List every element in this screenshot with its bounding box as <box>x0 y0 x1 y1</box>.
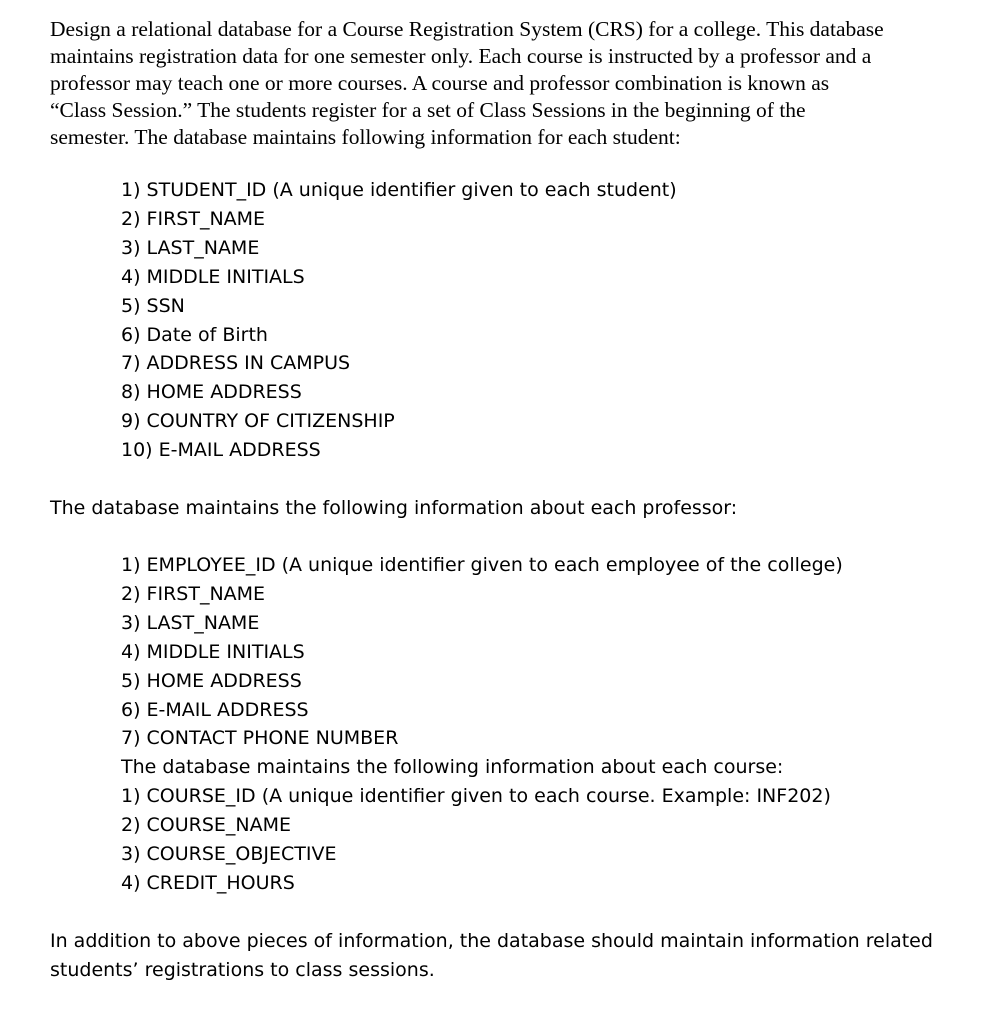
student-field-item: 7) ADDRESS IN CAMPUS <box>121 352 351 375</box>
intro-line: “Class Session.” The students register for a set of Class Sessions in the beginning of the <box>50 98 806 122</box>
professor-field-item: 4) MIDDLE INITIALS <box>121 640 305 663</box>
professor-field-item: 6) E-MAIL ADDRESS <box>121 698 309 721</box>
student-field-item: 9) COUNTRY OF CITIZENSHIP <box>121 410 395 433</box>
course-heading: The database maintains the following information about each course: <box>121 756 784 779</box>
professor-field-item: 1) EMPLOYEE_ID (A unique identifier given to each employee of the college) <box>121 553 843 576</box>
professor-field-item: 7) CONTACT PHONE NUMBER <box>121 727 399 750</box>
closing-line: students’ registrations to class sessions. <box>50 958 435 981</box>
course-field-item: 2) COURSE_NAME <box>121 814 292 837</box>
student-field-item: 5) SSN <box>121 294 185 317</box>
document-page <box>50 16 980 985</box>
student-fields-list <box>50 176 980 465</box>
student-field-item: 8) HOME ADDRESS <box>121 381 302 404</box>
course-field-item: 4) CREDIT_HOURS <box>121 871 295 894</box>
professor-heading: The database maintains the following information about each professor: <box>50 497 738 520</box>
student-field-item: 6) Date of Birth <box>121 323 268 346</box>
professor-field-item: 3) LAST_NAME <box>121 611 260 634</box>
intro-line: maintains registration data for one semester only. Each course is instructed by a professor and a <box>50 44 872 68</box>
closing-line: In addition to above pieces of information, the database should maintain information related <box>50 929 933 952</box>
professor-fields-list <box>50 551 980 753</box>
intro-line: Design a relational database for a Course Registration System (CRS) for a college. This database <box>50 17 884 41</box>
course-field-item: 1) COURSE_ID (A unique identifier given to each course. Example: INF202) <box>121 785 831 808</box>
intro-line: professor may teach one or more courses. A course and professor combination is known as <box>50 71 830 95</box>
student-field-item: 4) MIDDLE INITIALS <box>121 265 305 288</box>
student-field-item: 1) STUDENT_ID (A unique identifier given to each student) <box>121 179 677 201</box>
intro-line: semester. The database maintains following information for each student: <box>50 125 681 149</box>
course-field-item: 3) COURSE_OBJECTIVE <box>121 843 337 866</box>
intro-paragraph <box>50 16 980 151</box>
course-fields-list <box>50 782 980 898</box>
closing-paragraph <box>50 927 980 985</box>
professor-field-item: 2) FIRST_NAME <box>121 582 266 605</box>
student-field-item: 2) FIRST_NAME <box>121 207 266 230</box>
student-field-item: 10) E-MAIL ADDRESS <box>121 439 321 462</box>
professor-field-item: 5) HOME ADDRESS <box>121 669 302 692</box>
student-field-item: 3) LAST_NAME <box>121 236 260 259</box>
